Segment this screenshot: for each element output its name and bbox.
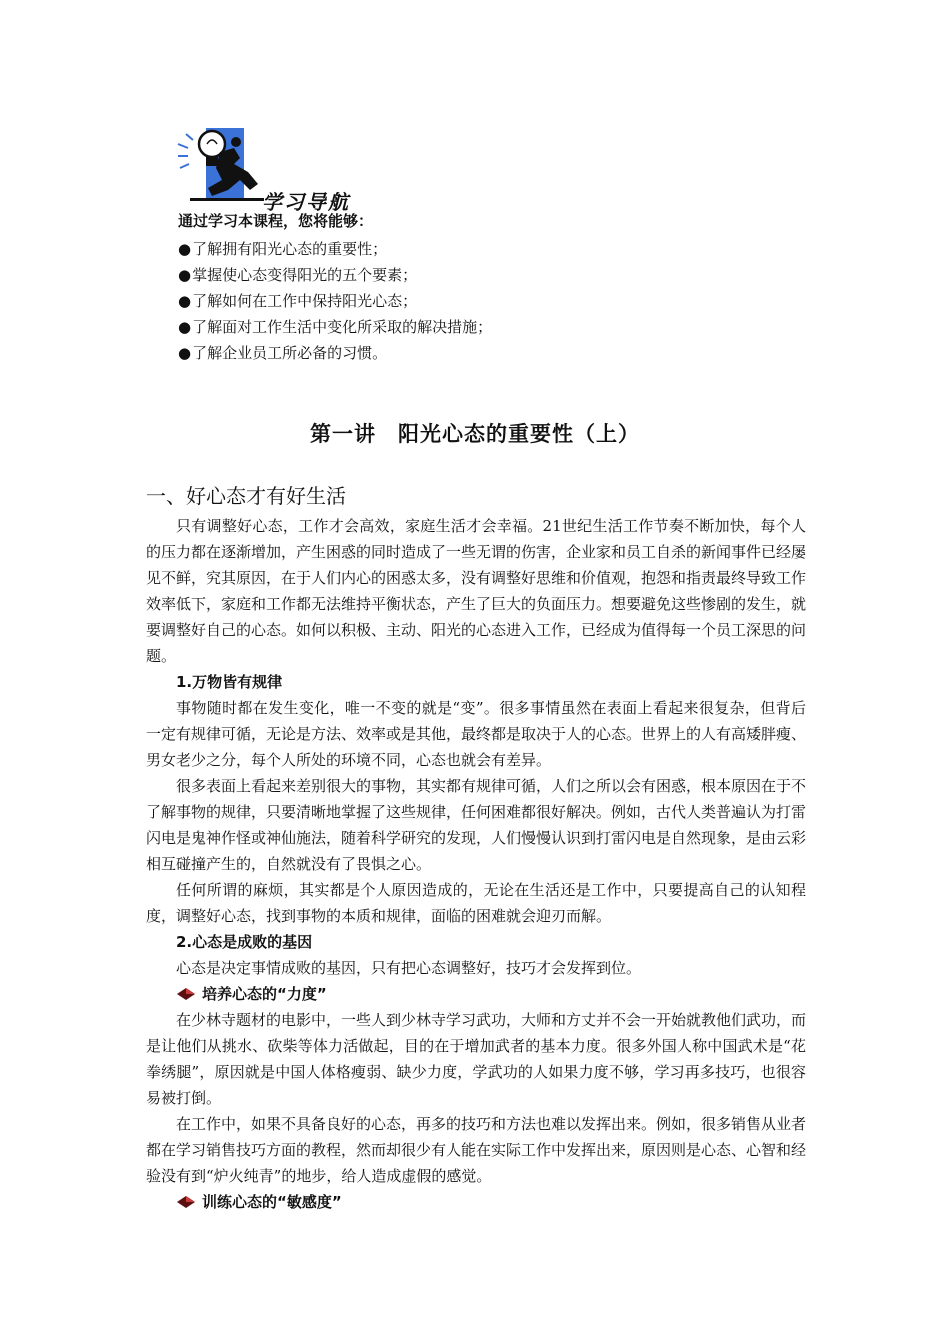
section-title: 一、好心态才有好生活 <box>146 484 346 508</box>
paragraph: 在少林寺题材的电影中，一些人到少林寺学习武功，大师和方丈并不会一开始就教他们武功，而是让他们从挑水、砍柴等体力活做起，目的在于增加武者的基本力度。很多外国人称中国武术是“花拳绣腿”，原因就是中国人体格瘦弱、缺少力度，学武功的人如果力度不够，学习再多技巧，也很容易被打倒。 <box>146 1011 807 1107</box>
body-text <box>146 513 806 1215</box>
paragraph: 很多表面上看起来差别很大的事物，其实都有规律可循，人们之所以会有困惑，根本原因在于不了解事物的规律，只要清晰地掌握了这些规律，任何困难都很好解决。例如，古代人类普遍认为打雷闪电是鬼神作怪或神仙施法，随着科学研究的发现，人们慢慢认识到打雷闪电是自然现象，是由云彩相互碰撞产生的，自然就没有了畏惧之心。 <box>146 777 807 873</box>
list-item: ●了解面对工作生活中变化所采取的解决措施； <box>178 318 493 336</box>
paragraph: 在工作中，如果不具备良好的心态，再多的技巧和方法也难以发挥出来。例如，很多销售从业者都在学习销售技巧方面的教程，然而却很少有人能在实际工作中发挥出来，原因则是心态、心智和经验没有到“炉火纯青”的地步，给人造成虚假的感觉。 <box>146 1115 807 1185</box>
list-item: ●掌握使心态变得阳光的五个要素； <box>178 266 418 284</box>
point-heading: 培养心态的“力度” <box>146 981 806 1007</box>
bullet: ● <box>178 266 192 284</box>
subsection-title: 2.心态是成败的基因 <box>176 933 313 951</box>
paragraph: 心态是决定事情成败的基因，只有把心态调整好，技巧才会发挥到位。 <box>176 959 642 977</box>
lecture-title: 第一讲 阳光心态的重要性（上） <box>310 422 640 446</box>
list-item: ●了解企业员工所必备的习惯。 <box>178 344 388 362</box>
nav-intro: 通过学习本课程，您将能够： <box>178 212 374 230</box>
list-item: ●了解如何在工作中保持阳光心态； <box>178 292 418 310</box>
list-item: ●了解拥有阳光心态的重要性； <box>178 240 388 258</box>
nav-title: 学习导航 <box>262 190 350 214</box>
goals-list <box>178 236 492 366</box>
diamond-bullet-icon <box>176 987 196 1001</box>
paragraph: 任何所谓的麻烦，其实都是个人原因造成的，无论在生活还是工作中，只要提高自己的认知程度，调整好心态，找到事物的本质和规律，面临的困难就会迎刃而解。 <box>146 881 806 925</box>
bullet: ● <box>178 292 192 310</box>
bullet: ● <box>178 344 192 362</box>
bullet: ● <box>178 318 192 336</box>
subsection-title: 1.万物皆有规律 <box>176 673 283 691</box>
lightbulb-person-icon <box>176 122 266 204</box>
point-heading: 训练心态的“敏感度” <box>146 1189 806 1215</box>
bullet: ● <box>178 240 192 258</box>
paragraph: 事物随时都在发生变化，唯一不变的就是“变”。很多事情虽然在表面上看起来很复杂，但背后一定有规律可循，无论是方法、效率或是其他，最终都是取决于人的心态。世界上的人有高矮胖瘦、男女老少之分，每个人所处的环境不同，心态也就会有差异。 <box>146 699 807 769</box>
diamond-bullet-icon <box>176 1195 196 1209</box>
paragraph: 只有调整好心态，工作才会高效，家庭生活才会幸福。21世纪生活工作节奏不断加快，每个人的压力都在逐渐增加，产生困惑的同时造成了一些无谓的伤害，企业家和员工自杀的新闻事件已经屡见不鲜，究其原因，在于人们内心的困惑太多，没有调整好思维和价值观，抱怨和指责最终导致工作效率低下，家庭和工作都无法维持平衡状态，产生了巨大的负面压力。想要避免这些惨剧的发生，就要调整好自己的心态。如何以积极、主动、阳光的心态进入工作，已经成为值得每一个员工深思的问题。 <box>146 517 807 665</box>
